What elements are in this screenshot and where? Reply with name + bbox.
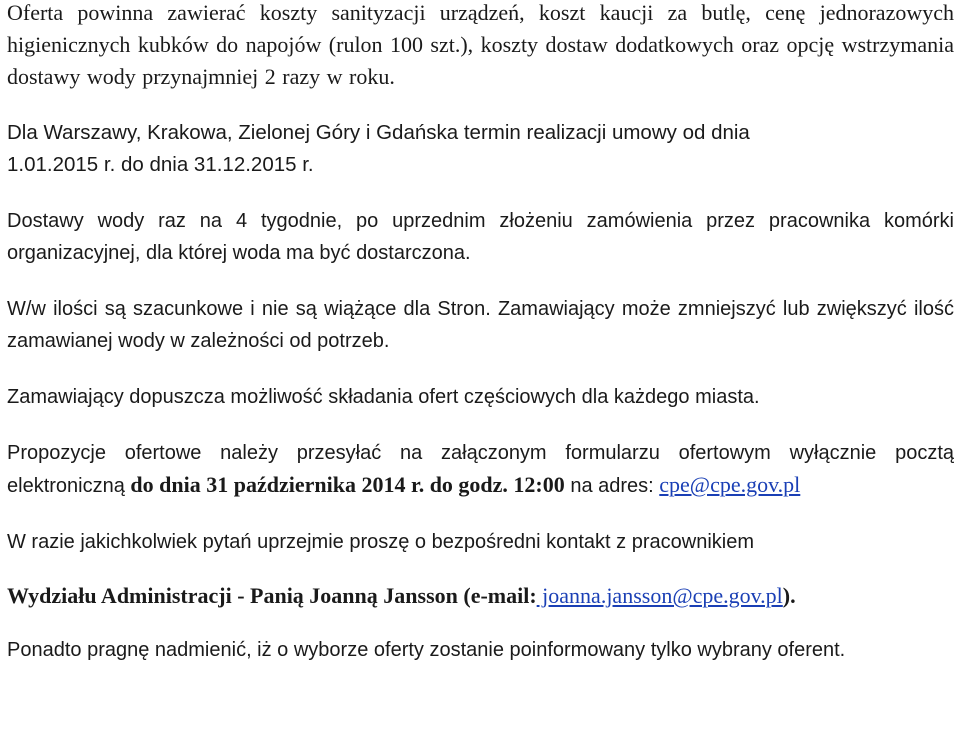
submission-address-label: na adres: [570,475,654,497]
contract-term-dates: 1.01.2015 r. do dnia 31.12.2015 r. [7,153,314,176]
paragraph-offer-costs: Oferta powinna zawierać koszty sanityzacji urządzeń, koszt kaucji za butlę, cenę jednorazowych higienicznych kubków do napojów (rulon 100 szt.), koszty dostaw dodatkowych oraz opcję wstrzymania dostawy wody przynajmniej 2 razy w roku. [7,0,954,89]
paragraph-quantities-note: W/w ilości są szacunkowe i nie są wiążące dla Stron. Zamawiający może zmniejszyć lub zwiększyć ilość zamawianej wody w zależności od potrzeb. [7,298,954,352]
contract-term-cities: Dla Warszawy, Krakowa, Zielonej Góry i Gdańska termin realizacji umowy od dnia [7,121,750,144]
paragraph-delivery-schedule: Dostawy wody raz na 4 tygodnie, po uprzednim złożeniu zamówienia przez pracownika komórki organizacyjnej, dla której woda ma być dostarczona. [7,210,954,264]
document-body [7,0,954,666]
contact-email-link[interactable]: joanna.jansson@cpe.gov.pl [536,583,783,608]
contact-closing: ). [782,583,796,608]
paragraph-partial-offers: Zamawiający dopuszcza możliwość składania ofert częściowych dla każdego miasta. [7,386,760,408]
submission-email-link[interactable]: cpe@cpe.gov.pl [659,472,801,497]
paragraph-submission-instructions [7,437,954,502]
paragraph-contract-term [7,117,954,181]
paragraph-contact-request: W razie jakichkolwiek pytań uprzejmie proszę o bezpośredni kontakt z pracownikiem [7,531,754,553]
contact-person-name: Wydziału Administracji - Panią Joanną Jansson (e-mail: [7,583,537,608]
submission-deadline: do dnia 31 października 2014 r. do godz. 12:00 [130,472,565,497]
submission-text: Propozycje ofertowe należy przesyłać na załączonym formularzu ofertowym wyłącznie pocztą elektroniczną [7,442,954,497]
paragraph-contact-person [7,580,954,612]
paragraph-final-note: Ponadto pragnę nadmienić, iż o wyborze oferty zostanie poinformowany tylko wybrany oferent. [7,639,846,661]
